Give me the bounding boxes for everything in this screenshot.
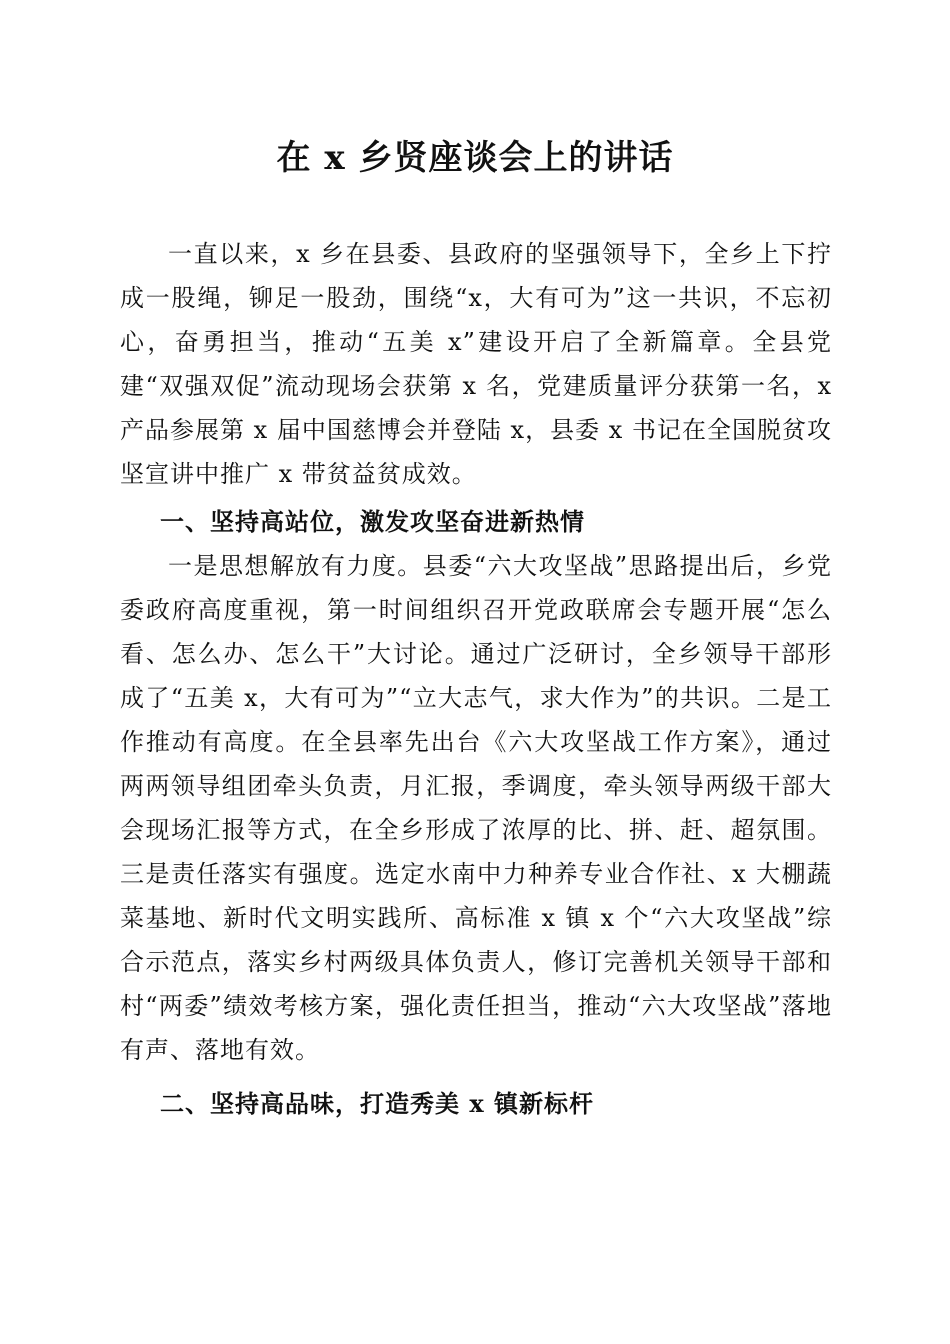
section-heading-1: 一、坚持高站位，激发攻坚奋进新热情 [160, 507, 585, 536]
section-heading-2: 二、坚持高品味，打造秀美 x 镇新标杆 [160, 1089, 595, 1118]
document-title: 在 x 乡贤座谈会上的讲话 [276, 138, 674, 178]
intro-paragraph: 一直以来，x 乡在县委、县政府的坚强领导下，全乡上下拧成一股绳，铆足一股劲，围绕“x，大有可为”这一共识，不忘初心，奋勇担当，推动“五美 x”建设开启了全新篇章。全县党建“双强双促”流动现场会获第 x 名，党建质量评分获第一名，x 产品参展第 x 届中国慈博会并登陆 x，县委 x 书记在全国脱贫攻坚宣讲中推广 x 带贫益贫成效。 [120, 240, 832, 488]
section-1-paragraph: 一是思想解放有力度。县委“六大攻坚战”思路提出后，乡党委政府高度重视，第一时间组织召开党政联席会专题开展“怎么看、怎么办、怎么干”大讨论。通过广泛研讨，全乡领导干部形成了“五美 x，大有可为”“立大志气，求大作为”的共识。二是工作推动有高度。在全县率先出台《六大攻坚战工作方案》，通过两两领导组团牵头负责，月汇报，季调度，牵头领导两级干部大会现场汇报等方式，在全乡形成了浓厚的比、拼、赶、超氛围。三是责任落实有强度。选定水南中力种养专业合作社、x 大棚蔬菜基地、新时代文明实践所、高标准 x 镇 x 个“六大攻坚战”综合示范点，落实乡村两级具体负责人，修订完善机关领导干部和村“两委”绩效考核方案，强化责任担当，推动“六大攻坚战”落地有声、落地有效。 [120, 552, 832, 1064]
